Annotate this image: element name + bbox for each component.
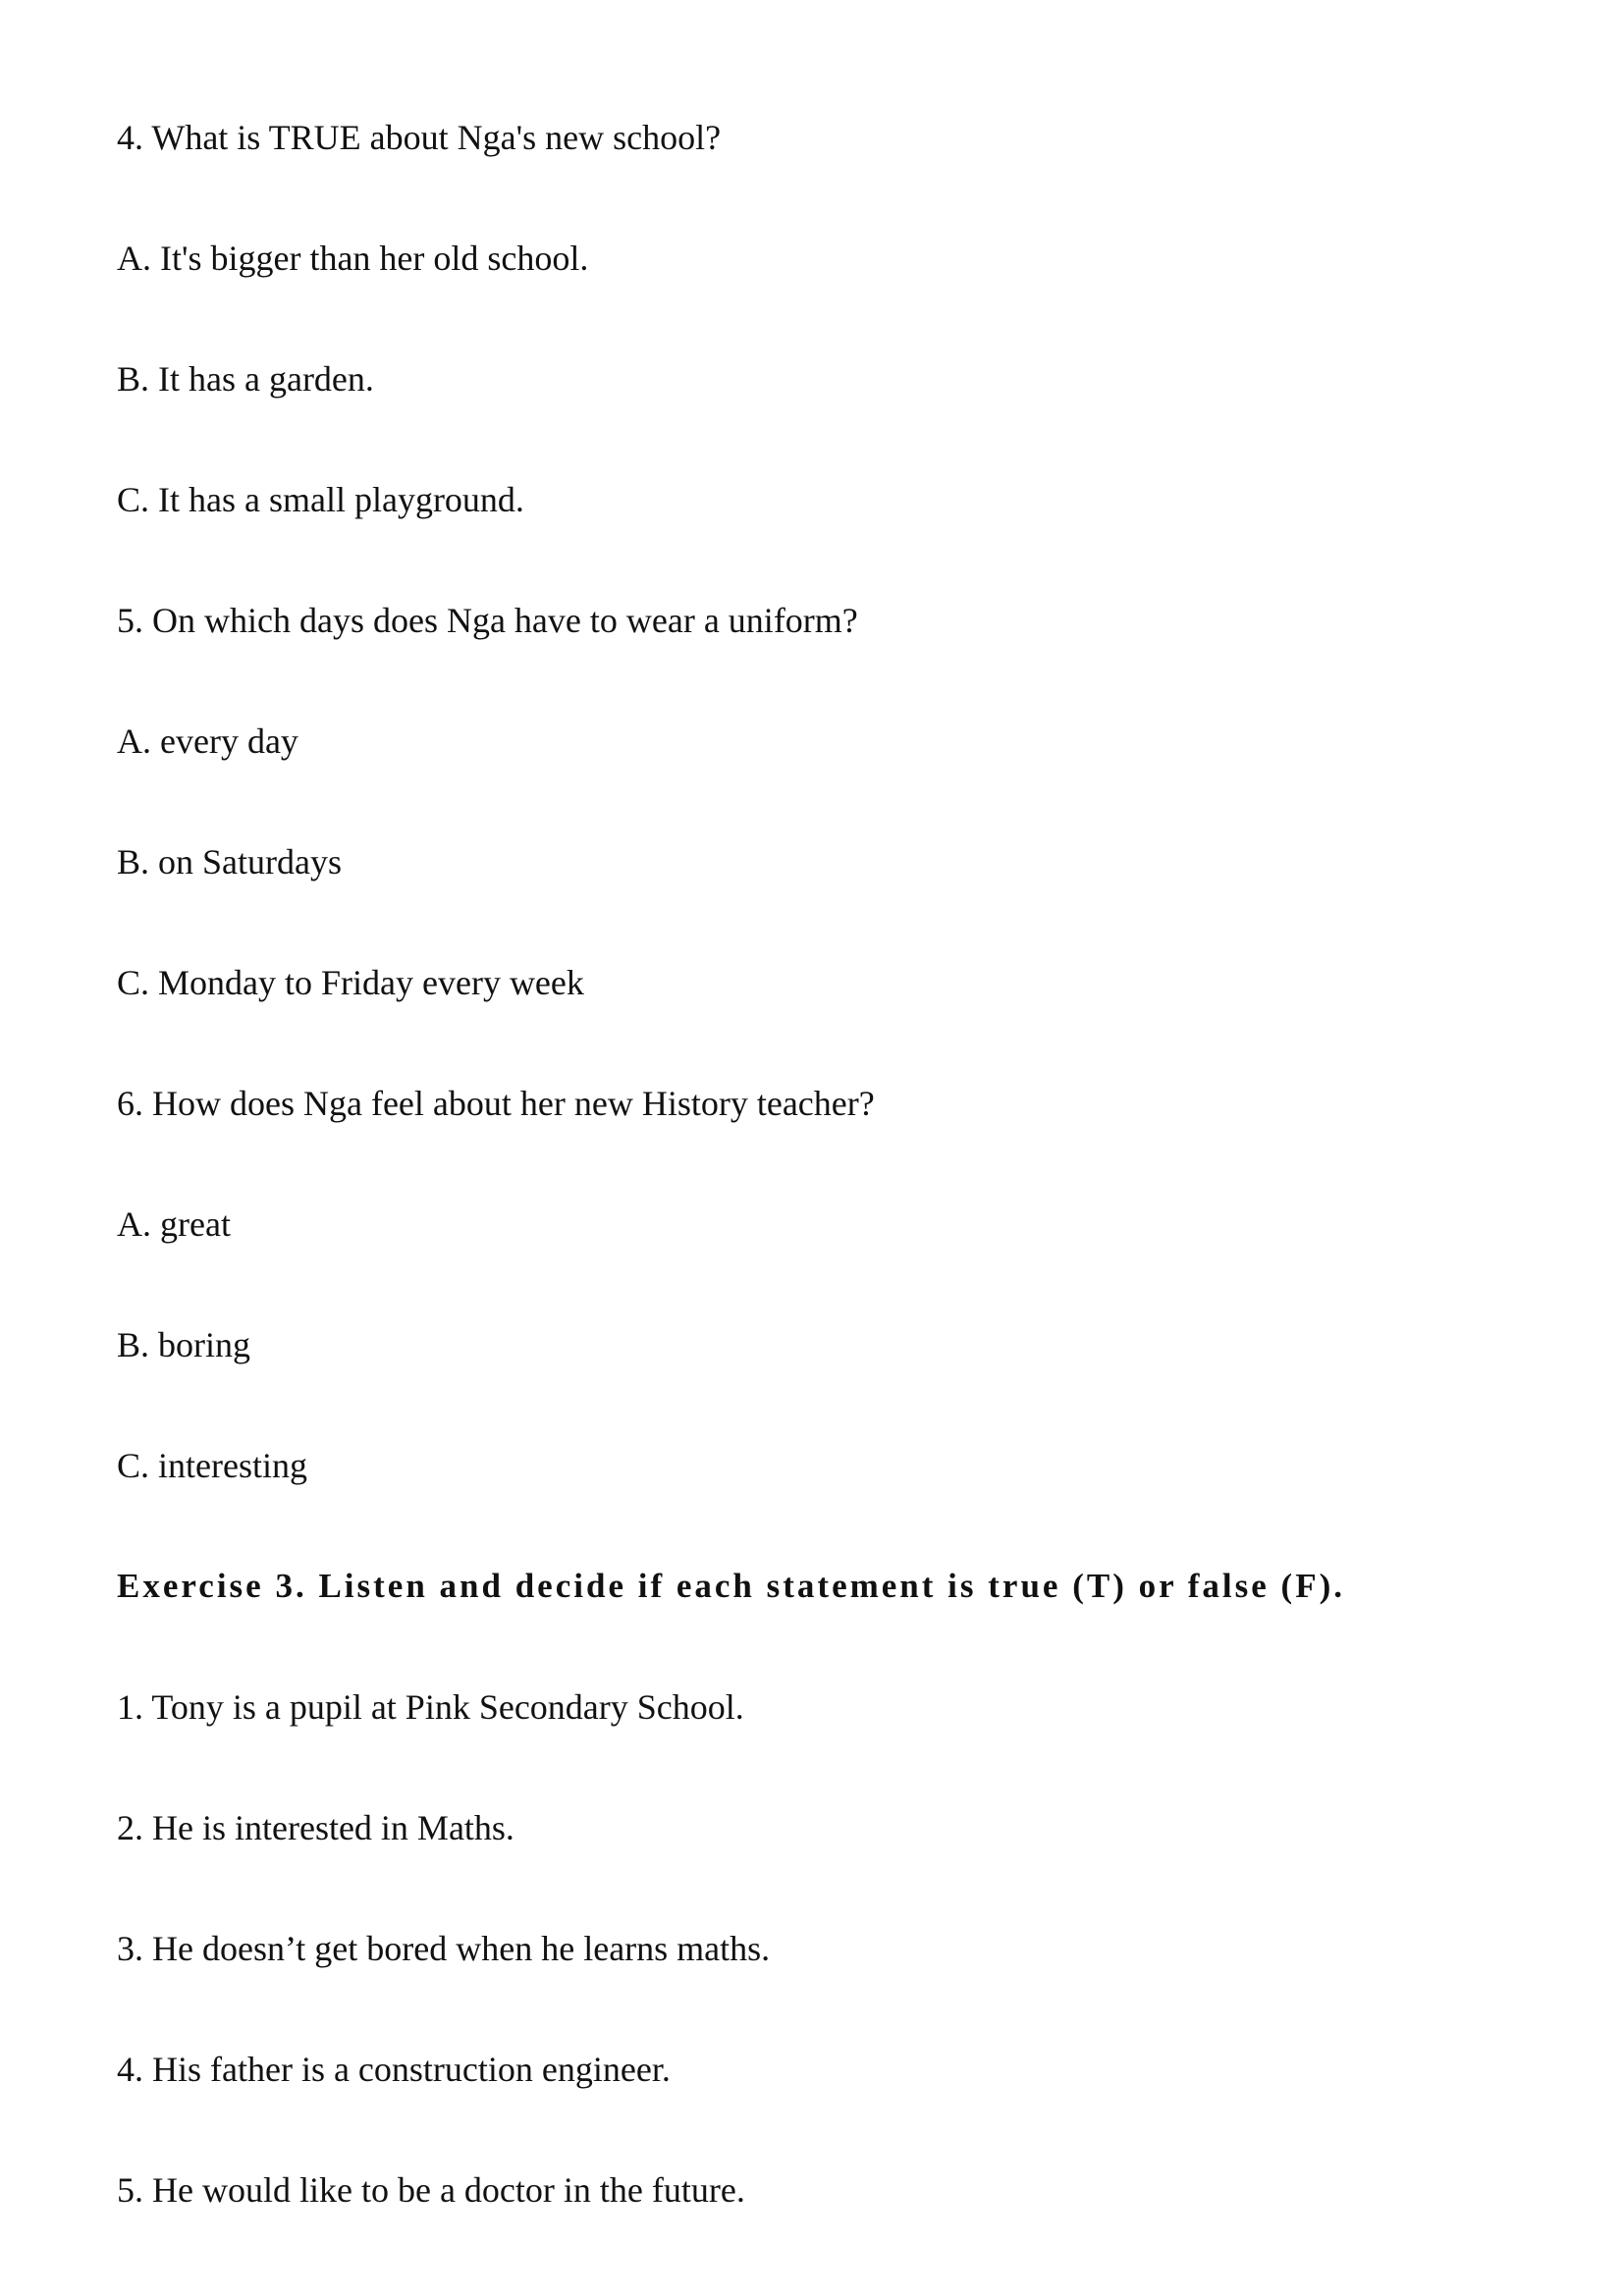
question-5-prompt: 5. On which days does Nga have to wear a uniform?: [117, 601, 858, 640]
question-6-option-c: C. interesting: [117, 1446, 307, 1485]
exercise-3-statement: 4. His father is a construction engineer.: [117, 2050, 671, 2089]
question-5-option-c: C. Monday to Friday every week: [117, 963, 584, 1002]
question-6-option-a: A. great: [117, 1204, 231, 1244]
question-5-option-a: A. every day: [117, 721, 298, 761]
exercise-3-statement: 2. He is interested in Maths.: [117, 1808, 514, 1847]
question-5-option-b: B. on Saturdays: [117, 842, 342, 881]
question-4-prompt: 4. What is TRUE about Nga's new school?: [117, 118, 722, 157]
question-6-prompt: 6. How does Nga feel about her new History teacher?: [117, 1084, 875, 1123]
question-4-option-b: B. It has a garden.: [117, 359, 374, 399]
question-4-option-c: C. It has a small playground.: [117, 480, 524, 519]
exercise-3-statement: 3. He doesn’t get bored when he learns maths.: [117, 1929, 771, 1968]
exercise-3-statement: 5. He would like to be a doctor in the future.: [117, 2170, 745, 2210]
question-6-option-b: B. boring: [117, 1325, 251, 1364]
question-4-option-a: A. It's bigger than her old school.: [117, 239, 589, 278]
exercise-3-statement: 1. Tony is a pupil at Pink Secondary School.: [117, 1687, 744, 1727]
exercise-3-heading: Exercise 3. Listen and decide if each statement is true (T) or false (F).: [117, 1567, 1345, 1605]
